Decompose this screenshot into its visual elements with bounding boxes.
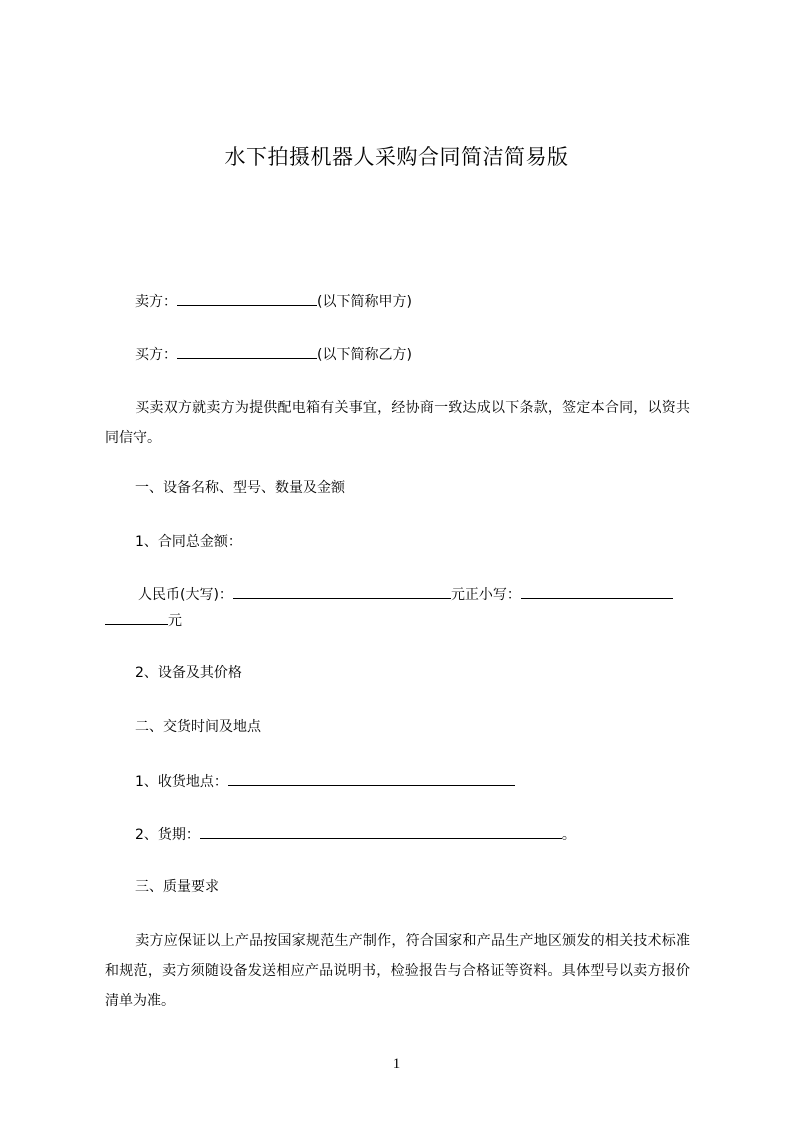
- section2-heading: 二、交货时间及地点: [135, 719, 261, 735]
- document-title: 水下拍摄机器人采购合同简洁简易版: [224, 145, 569, 169]
- section1-heading: 一、设备名称、型号、数量及金额: [135, 480, 345, 496]
- delivery-period-line: [135, 824, 576, 845]
- page-number: 1: [392, 1056, 401, 1072]
- delivery-place-line: [135, 771, 515, 792]
- intro-paragraph: [105, 393, 690, 453]
- item2-equipment: 2、设备及其价格: [135, 665, 242, 681]
- quality-paragraph: [105, 926, 690, 1016]
- section3-heading: 三、质量要求: [135, 879, 219, 895]
- buyer-blank: [177, 344, 317, 359]
- rmb-end-text: 元: [168, 613, 182, 629]
- delivery-period-end: 。: [561, 827, 576, 843]
- rmb-continuation: [105, 610, 182, 631]
- buyer-line: [135, 344, 412, 365]
- seller-label: 卖方：: [135, 294, 177, 310]
- rmb-lower-blank-continued: [105, 610, 168, 625]
- seller-suffix: (以下简称甲方): [317, 294, 412, 310]
- rmb-lower-blank: [521, 584, 673, 599]
- intro-text: 买卖双方就卖方为提供配电箱有关事宜，经协商一致达成以下条款，签定本合同，以资共同信守。: [105, 400, 690, 446]
- buyer-label: 买方：: [135, 347, 177, 363]
- item1-total: 1、合同总金额：: [135, 534, 242, 550]
- delivery-period-label: 2、货期：: [135, 827, 200, 843]
- rmb-mid-text: 元正小写：: [450, 587, 521, 603]
- rmb-upper-blank: [233, 584, 451, 599]
- delivery-place-blank: [228, 771, 515, 786]
- quality-text: 卖方应保证以上产品按国家规范生产制作，符合国家和产品生产地区颁发的相关技术标准和规范，卖方须随设备发送相应产品说明书，检验报告与合格证等资料。具体型号以卖方报价清单为准。: [105, 933, 690, 1009]
- rmb-line: [138, 584, 673, 605]
- seller-line: [135, 291, 412, 312]
- rmb-upper-label: 人民币(大写)：: [138, 587, 233, 603]
- delivery-period-blank: [200, 824, 562, 839]
- seller-blank: [177, 291, 317, 306]
- delivery-place-label: 1、收货地点：: [135, 774, 228, 790]
- buyer-suffix: (以下简称乙方): [317, 347, 412, 363]
